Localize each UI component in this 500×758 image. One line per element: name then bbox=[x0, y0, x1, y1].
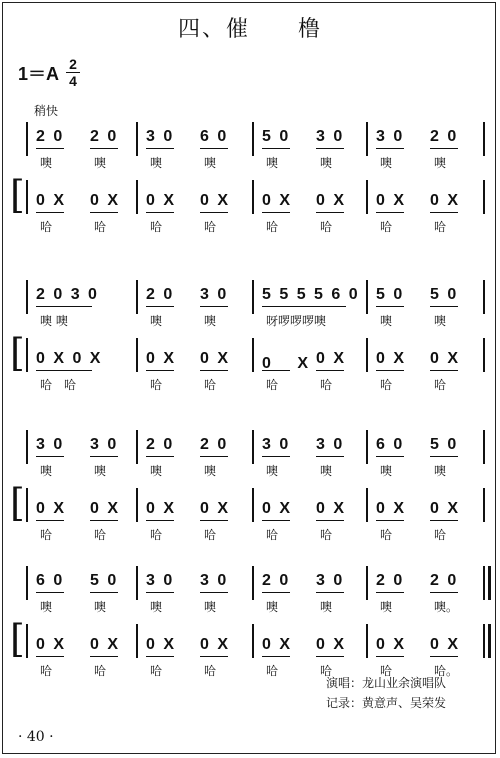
time-sig-bottom: 4 bbox=[69, 73, 77, 89]
melody-notes: 3 0 bbox=[316, 436, 345, 453]
note-underline bbox=[146, 306, 174, 307]
barline bbox=[483, 488, 485, 522]
chorus-notes: 0 X bbox=[90, 636, 121, 653]
chorus-notes: 0 X bbox=[262, 636, 293, 653]
note-underline bbox=[262, 212, 290, 213]
song-title: 四、催 橹 bbox=[177, 17, 322, 42]
chorus-syllable: 哈 bbox=[320, 528, 333, 542]
chorus-notes: 0 X bbox=[146, 636, 177, 653]
note-underline bbox=[36, 306, 92, 307]
chorus-syllable: 哈 bbox=[320, 378, 333, 392]
note-underline bbox=[146, 212, 174, 213]
note-underline bbox=[262, 370, 290, 371]
chorus-syllable: 哈 bbox=[150, 378, 163, 392]
chorus-syllable: 哈 哈 bbox=[40, 378, 77, 392]
chorus-syllable: 哈 bbox=[204, 528, 217, 542]
chorus-notes: 0 X bbox=[262, 355, 311, 372]
chorus-syllable: 哈 bbox=[150, 528, 163, 542]
chorus-syllable: 哈 bbox=[204, 664, 217, 678]
note-underline bbox=[200, 306, 228, 307]
tempo-marking: 稍快 bbox=[34, 104, 59, 118]
chorus-syllable: 哈 bbox=[266, 664, 279, 678]
chorus-notes: 0 X bbox=[36, 192, 67, 209]
barline bbox=[26, 280, 28, 314]
note-underline bbox=[146, 148, 174, 149]
melody-notes: 3 0 bbox=[200, 286, 229, 303]
melody-notes: 3 0 bbox=[262, 436, 291, 453]
chorus-syllable: 哈 bbox=[40, 220, 53, 234]
chorus-notes: 0 X bbox=[316, 350, 347, 367]
note-underline bbox=[90, 148, 118, 149]
time-signature bbox=[66, 57, 80, 88]
note-underline bbox=[200, 592, 228, 593]
lyric-syllable: 噢 bbox=[266, 156, 279, 170]
barline bbox=[136, 280, 138, 314]
melody-notes: 3 0 bbox=[376, 128, 405, 145]
chorus-notes: 0 X bbox=[376, 636, 407, 653]
score-system bbox=[0, 122, 500, 232]
chorus-notes: 0 X bbox=[430, 350, 461, 367]
barline bbox=[26, 624, 28, 658]
melody-notes: 2 0 3 0 bbox=[36, 286, 99, 303]
melody-notes: 3 0 bbox=[146, 128, 175, 145]
chorus-notes: 0 X bbox=[430, 192, 461, 209]
lyric-syllable: 噢 bbox=[204, 464, 217, 478]
lyric-syllable: 噢 bbox=[434, 314, 447, 328]
note-underline bbox=[90, 520, 118, 521]
chorus-notes: 0 X bbox=[36, 500, 67, 517]
note-underline bbox=[376, 592, 404, 593]
note-underline bbox=[90, 212, 118, 213]
lyric-syllable: 噢 噢 bbox=[40, 314, 68, 328]
lyric-syllable: 噢 bbox=[40, 600, 53, 614]
barline bbox=[366, 280, 368, 314]
note-underline bbox=[200, 456, 228, 457]
note-underline bbox=[430, 520, 458, 521]
chorus-notes: 0 X bbox=[200, 192, 231, 209]
note-underline bbox=[146, 370, 174, 371]
note-underline bbox=[262, 592, 290, 593]
note-underline bbox=[316, 656, 344, 657]
melody-notes: 2 0 bbox=[146, 286, 175, 303]
page-number: · 40 · bbox=[18, 729, 54, 745]
lyric-syllable: 噢 bbox=[94, 156, 107, 170]
note-underline bbox=[146, 456, 174, 457]
melody-notes: 2 0 bbox=[146, 436, 175, 453]
score-system bbox=[0, 280, 500, 390]
final-barline bbox=[488, 624, 491, 658]
note-underline bbox=[36, 212, 64, 213]
note-underline bbox=[262, 148, 290, 149]
melody-notes: 5 5 5 5 6 0 bbox=[262, 286, 360, 303]
note-underline bbox=[376, 370, 404, 371]
chorus-syllable: 哈 bbox=[266, 220, 279, 234]
barline bbox=[136, 338, 138, 372]
melody-notes: 5 0 bbox=[262, 128, 291, 145]
chorus-notes: 0 X bbox=[146, 350, 177, 367]
melody-notes: 6 0 bbox=[200, 128, 229, 145]
barline bbox=[26, 338, 28, 372]
chorus-syllable: 哈 bbox=[380, 528, 393, 542]
final-barline bbox=[488, 566, 491, 600]
note-underline bbox=[430, 148, 458, 149]
note-underline bbox=[200, 520, 228, 521]
barline bbox=[26, 122, 28, 156]
chorus-syllable: 哈 bbox=[434, 528, 447, 542]
chorus-syllable: 哈 bbox=[94, 220, 107, 234]
note-underline bbox=[90, 656, 118, 657]
barline bbox=[483, 430, 485, 464]
chorus-syllable: 哈 bbox=[40, 664, 53, 678]
chorus-syllable: 哈 bbox=[150, 220, 163, 234]
melody-notes: 3 0 bbox=[146, 572, 175, 589]
melody-notes: 2 0 bbox=[200, 436, 229, 453]
score-system bbox=[0, 566, 500, 676]
barline bbox=[26, 180, 28, 214]
chorus-notes: 0 X bbox=[200, 350, 231, 367]
note-underline bbox=[262, 656, 290, 657]
melody-notes: 3 0 bbox=[36, 436, 65, 453]
time-sig-top: 2 bbox=[69, 56, 77, 72]
barline bbox=[26, 488, 28, 522]
melody-notes: 5 0 bbox=[90, 572, 119, 589]
barline bbox=[136, 488, 138, 522]
note-underline bbox=[146, 656, 174, 657]
chorus-notes: 0 X bbox=[90, 500, 121, 517]
note-underline bbox=[262, 456, 290, 457]
chorus-syllable: 哈 bbox=[320, 664, 333, 678]
performer-credit: 演唱：龙山业余演唱队 bbox=[326, 676, 447, 690]
barline bbox=[483, 122, 485, 156]
lyric-syllable: 噢 bbox=[380, 314, 393, 328]
barline bbox=[366, 338, 368, 372]
melody-notes: 2 0 bbox=[430, 572, 459, 589]
note-underline bbox=[200, 370, 228, 371]
barline bbox=[136, 122, 138, 156]
chorus-syllable: 哈 bbox=[94, 528, 107, 542]
lyric-syllable: 噢 bbox=[320, 600, 333, 614]
barline bbox=[483, 624, 485, 658]
note-underline bbox=[316, 456, 344, 457]
system-brace: [ bbox=[10, 481, 25, 525]
system-brace: [ bbox=[10, 173, 25, 217]
note-underline bbox=[430, 306, 458, 307]
note-underline bbox=[200, 148, 228, 149]
chorus-syllable: 哈 bbox=[380, 220, 393, 234]
barline bbox=[366, 488, 368, 522]
chorus-syllable: 哈 bbox=[380, 378, 393, 392]
barline bbox=[252, 430, 254, 464]
key-signature: 1＝A bbox=[18, 64, 60, 84]
lyric-syllable: 噢。 bbox=[434, 600, 459, 614]
note-underline bbox=[90, 592, 118, 593]
barline bbox=[483, 338, 485, 372]
note-underline bbox=[376, 148, 404, 149]
chorus-syllable: 哈。 bbox=[434, 664, 459, 678]
barline bbox=[366, 180, 368, 214]
note-underline bbox=[36, 370, 92, 371]
chorus-notes: 0 X bbox=[90, 192, 121, 209]
chorus-syllable: 哈 bbox=[434, 220, 447, 234]
lyric-syllable: 噢 bbox=[204, 156, 217, 170]
melody-notes: 3 0 bbox=[200, 572, 229, 589]
note-underline bbox=[430, 592, 458, 593]
melody-notes: 6 0 bbox=[376, 436, 405, 453]
score-system bbox=[0, 430, 500, 540]
barline bbox=[136, 624, 138, 658]
chorus-notes: 0 X bbox=[146, 500, 177, 517]
lyric-syllable: 噢 bbox=[204, 314, 217, 328]
lyric-syllable: 噢 bbox=[380, 464, 393, 478]
barline bbox=[136, 180, 138, 214]
barline bbox=[483, 280, 485, 314]
barline bbox=[26, 430, 28, 464]
chorus-notes: 0 X bbox=[36, 636, 67, 653]
system-brace: [ bbox=[10, 331, 25, 375]
lyric-syllable: 噢 bbox=[150, 464, 163, 478]
barline bbox=[366, 430, 368, 464]
lyric-syllable: 噢 bbox=[380, 600, 393, 614]
chorus-syllable: 哈 bbox=[266, 528, 279, 542]
note-underline bbox=[430, 212, 458, 213]
barline bbox=[252, 122, 254, 156]
barline bbox=[483, 180, 485, 214]
chorus-syllable: 哈 bbox=[204, 378, 217, 392]
note-underline bbox=[316, 592, 344, 593]
chorus-syllable: 哈 bbox=[94, 664, 107, 678]
chorus-syllable: 哈 bbox=[150, 664, 163, 678]
melody-notes: 3 0 bbox=[316, 128, 345, 145]
lyric-syllable: 噢 bbox=[434, 464, 447, 478]
system-brace: [ bbox=[10, 617, 25, 661]
chorus-notes: 0 X bbox=[316, 636, 347, 653]
note-underline bbox=[376, 520, 404, 521]
note-underline bbox=[36, 656, 64, 657]
barline bbox=[252, 280, 254, 314]
chorus-notes: 0 X bbox=[200, 500, 231, 517]
note-underline bbox=[316, 148, 344, 149]
chorus-notes: 0 X bbox=[262, 500, 293, 517]
lyric-syllable: 噢 bbox=[150, 156, 163, 170]
barline bbox=[252, 566, 254, 600]
melody-notes: 3 0 bbox=[90, 436, 119, 453]
lyric-syllable: 呀啰啰啰噢 bbox=[266, 314, 327, 328]
barline bbox=[252, 338, 254, 372]
lyric-syllable: 噢 bbox=[150, 314, 163, 328]
barline bbox=[136, 566, 138, 600]
lyric-syllable: 噢 bbox=[320, 464, 333, 478]
melody-notes: 5 0 bbox=[430, 286, 459, 303]
barline bbox=[252, 624, 254, 658]
chorus-syllable: 哈 bbox=[266, 378, 279, 392]
note-underline bbox=[430, 456, 458, 457]
melody-notes: 5 0 bbox=[376, 286, 405, 303]
note-underline bbox=[146, 520, 174, 521]
note-underline bbox=[376, 306, 404, 307]
note-underline bbox=[316, 520, 344, 521]
chorus-notes: 0 X bbox=[262, 192, 293, 209]
chorus-notes: 0 X bbox=[316, 500, 347, 517]
note-underline bbox=[36, 520, 64, 521]
chorus-notes: 0 X bbox=[430, 500, 461, 517]
lyric-syllable: 噢 bbox=[434, 156, 447, 170]
barline bbox=[252, 488, 254, 522]
barline bbox=[252, 180, 254, 214]
chorus-notes: 0 X bbox=[430, 636, 461, 653]
note-underline bbox=[262, 520, 290, 521]
barline bbox=[366, 122, 368, 156]
barline bbox=[26, 566, 28, 600]
note-underline bbox=[430, 370, 458, 371]
note-underline bbox=[200, 656, 228, 657]
note-underline bbox=[376, 212, 404, 213]
chorus-syllable: 哈 bbox=[434, 378, 447, 392]
note-underline bbox=[36, 456, 64, 457]
chorus-syllable: 哈 bbox=[320, 220, 333, 234]
chorus-syllable: 哈 bbox=[40, 528, 53, 542]
lyric-syllable: 噢 bbox=[204, 600, 217, 614]
note-underline bbox=[376, 456, 404, 457]
melody-notes: 2 0 bbox=[262, 572, 291, 589]
melody-notes: 2 0 bbox=[90, 128, 119, 145]
chorus-notes: 0 X bbox=[316, 192, 347, 209]
melody-notes: 3 0 bbox=[316, 572, 345, 589]
lyric-syllable: 噢 bbox=[266, 600, 279, 614]
chorus-syllable: 哈 bbox=[380, 664, 393, 678]
chorus-notes: 0 X bbox=[200, 636, 231, 653]
note-underline bbox=[376, 656, 404, 657]
lyric-syllable: 噢 bbox=[40, 464, 53, 478]
barline bbox=[366, 624, 368, 658]
barline bbox=[136, 430, 138, 464]
melody-notes: 2 0 bbox=[36, 128, 65, 145]
note-underline bbox=[430, 656, 458, 657]
melody-notes: 2 0 bbox=[376, 572, 405, 589]
lyric-syllable: 噢 bbox=[320, 156, 333, 170]
barline bbox=[366, 566, 368, 600]
note-underline bbox=[36, 592, 64, 593]
chorus-notes: 0 X bbox=[376, 350, 407, 367]
lyric-syllable: 噢 bbox=[40, 156, 53, 170]
chorus-notes: 0 X bbox=[376, 192, 407, 209]
lyric-syllable: 噢 bbox=[150, 600, 163, 614]
chorus-notes: 0 X 0 X bbox=[36, 350, 103, 367]
note-underline bbox=[36, 148, 64, 149]
note-underline bbox=[262, 306, 346, 307]
note-underline bbox=[200, 212, 228, 213]
note-underline bbox=[316, 370, 344, 371]
lyric-syllable: 噢 bbox=[94, 600, 107, 614]
note-underline bbox=[316, 212, 344, 213]
lyric-syllable: 噢 bbox=[266, 464, 279, 478]
lyric-syllable: 噢 bbox=[94, 464, 107, 478]
melody-notes: 6 0 bbox=[36, 572, 65, 589]
barline bbox=[483, 566, 485, 600]
lyric-syllable: 噢 bbox=[380, 156, 393, 170]
chorus-syllable: 哈 bbox=[204, 220, 217, 234]
melody-notes: 5 0 bbox=[430, 436, 459, 453]
recorder-credit: 记录：黄意声、吴荣发 bbox=[326, 696, 447, 710]
chorus-notes: 0 X bbox=[146, 192, 177, 209]
chorus-notes: 0 X bbox=[376, 500, 407, 517]
melody-notes: 2 0 bbox=[430, 128, 459, 145]
note-underline bbox=[146, 592, 174, 593]
note-underline bbox=[90, 456, 118, 457]
